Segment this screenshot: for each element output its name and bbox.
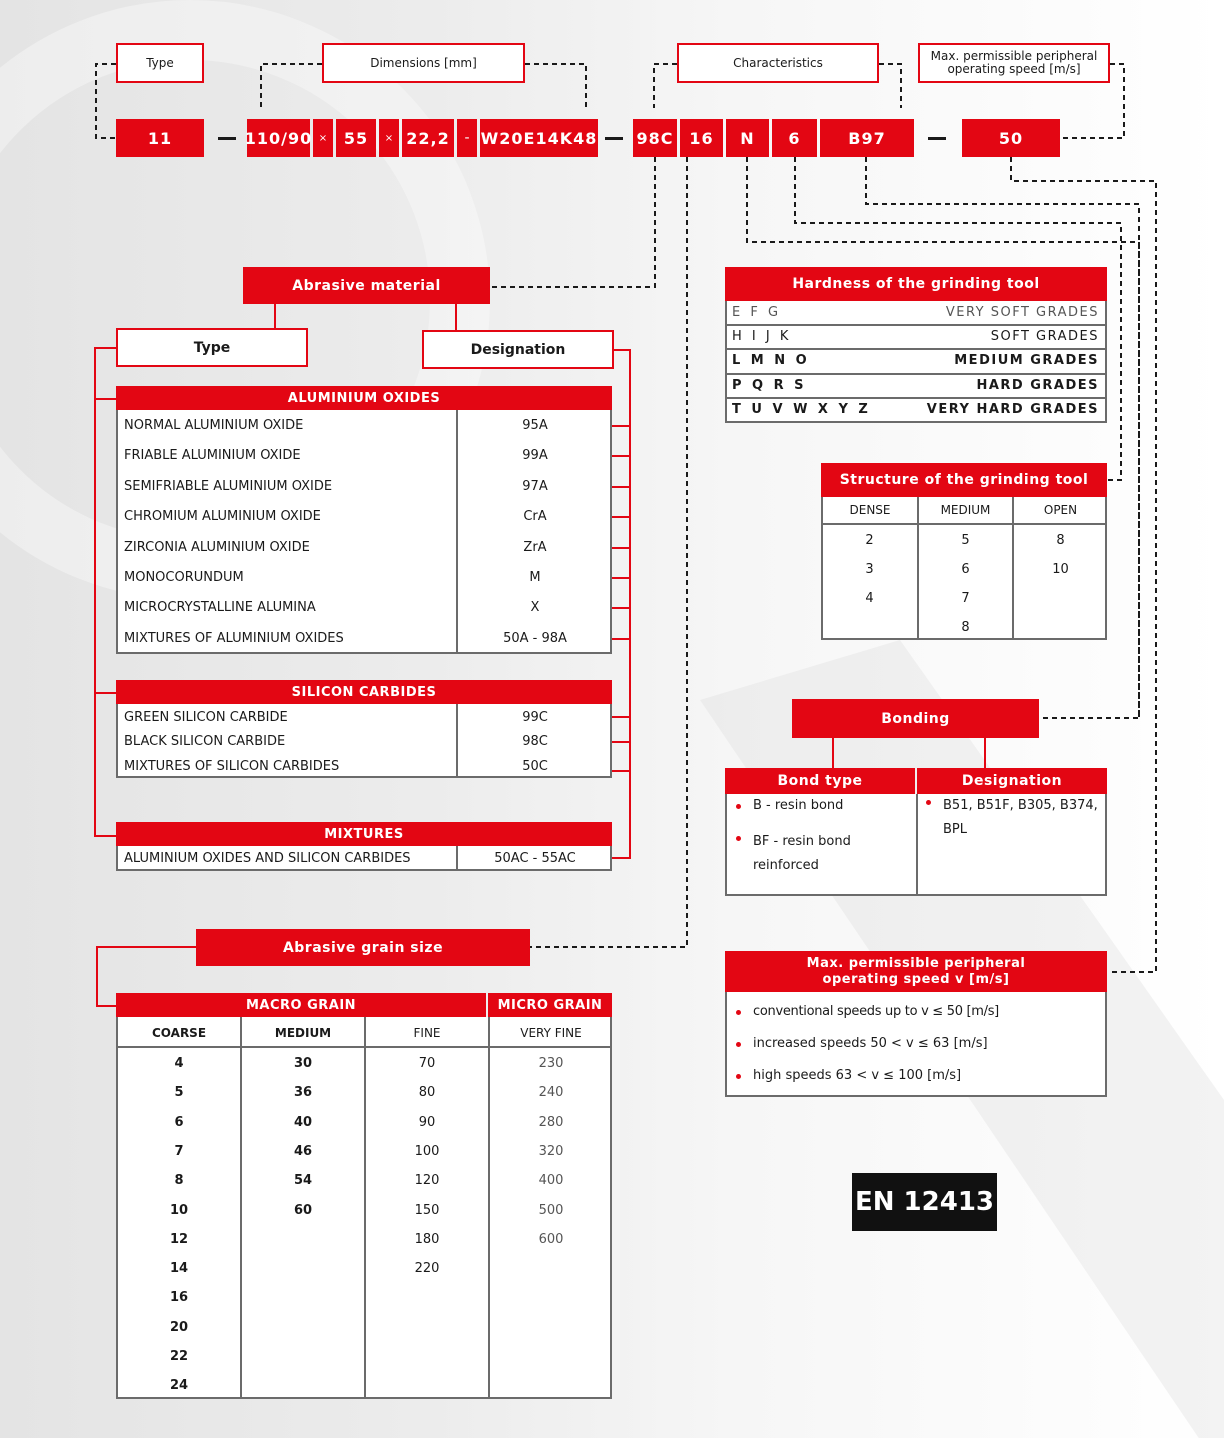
abrasive-type-cell: BLACK SILICON CARBIDE — [124, 734, 286, 750]
grain-value: 22 — [169, 1349, 189, 1364]
grain-header-coarse: COARSE — [151, 1026, 207, 1040]
speed-title: Max. permissible peripheral operating speed v [m/s] — [725, 951, 1107, 992]
grain-value: 14 — [169, 1261, 189, 1277]
designation-bracket-tick — [612, 425, 631, 427]
abrasive-designation-cell: CrA — [523, 509, 547, 525]
structure-value: 10 — [1052, 562, 1069, 577]
abrasive-type-cell: GREEN SILICON CARBIDE — [124, 710, 288, 725]
column-divider — [456, 410, 458, 652]
designation-bracket-tick — [612, 547, 631, 549]
code-spec: W20E14K48 — [480, 119, 598, 157]
grain-value: 240 — [538, 1085, 564, 1101]
hardness-grade: MEDIUM GRADES — [954, 353, 1099, 369]
abrasive-type-cell: ZIRCONIA ALUMINIUM OXIDE — [124, 539, 310, 555]
code-hyphen: - — [457, 119, 477, 157]
silicon-carbides-table — [116, 704, 612, 778]
grain-value: 70 — [418, 1056, 436, 1071]
grain-value: 20 — [169, 1319, 189, 1335]
grain-value: 5 — [174, 1085, 184, 1101]
speed-item: increased speeds 50 < v ≤ 63 [m/s] — [753, 1036, 988, 1051]
bond-type-item: B - resin bond — [753, 798, 844, 813]
speed-item: high speeds 63 < v ≤ 100 [m/s] — [753, 1068, 962, 1083]
structure-value: 8 — [1056, 533, 1065, 548]
grain-value: 7 — [174, 1143, 184, 1159]
code-dash-2 — [605, 137, 623, 140]
hardness-grade: VERY SOFT GRADES — [945, 305, 1099, 320]
code-dim-1: 110/90 — [247, 119, 310, 157]
row-divider — [727, 397, 1105, 399]
header-divider — [823, 523, 1105, 525]
bond-designation-value: B51, B51F, B305, B374, BPL — [943, 794, 1103, 842]
abrasive-type-cell: MONOCORUNDUM — [124, 570, 244, 585]
grain-value: 12 — [169, 1231, 189, 1247]
designation-bracket-tick — [614, 349, 631, 351]
code-hardness: N — [726, 119, 769, 157]
designation-bracket-tick — [612, 857, 631, 859]
abrasive-designation-cell: 50A - 98A — [503, 630, 567, 646]
grain-value: 180 — [414, 1231, 440, 1247]
bonding-title: Bonding — [792, 699, 1039, 738]
designation-bracket-tick — [612, 716, 631, 718]
grain-value: 40 — [293, 1114, 313, 1130]
structure-value: 8 — [961, 620, 970, 635]
abrasive-designation-cell: M — [529, 570, 541, 585]
abrasive-designation-cell: 99C — [522, 710, 548, 725]
abrasive-designation-header: Designation — [422, 330, 614, 369]
grain-value: 8 — [174, 1173, 184, 1189]
grain-header-medium: MEDIUM — [274, 1026, 332, 1040]
code-type: 11 — [116, 119, 204, 157]
column-divider — [916, 794, 918, 894]
grain-value: 24 — [169, 1378, 189, 1394]
designation-bracket-tick — [612, 455, 631, 457]
grain-value: 220 — [414, 1261, 440, 1277]
structure-value: 5 — [961, 533, 970, 548]
abrasive-designation-cell: 99A — [522, 448, 548, 464]
grain-value: 120 — [414, 1173, 440, 1189]
hardness-letters: H I J K — [732, 329, 792, 345]
abrasive-material-title: Abrasive material — [243, 267, 490, 304]
header-divider — [118, 1046, 610, 1048]
code-dim-3: 22,2 — [402, 119, 454, 157]
abrasive-connector-right — [455, 304, 457, 330]
abrasive-connector-left — [274, 304, 276, 328]
type-label: Type — [116, 43, 204, 83]
row-divider — [727, 348, 1105, 350]
code-dim-2: 55 — [336, 119, 376, 157]
code-dash-3 — [928, 137, 946, 140]
bonding-connector-left — [832, 738, 834, 768]
grain-value: 500 — [538, 1202, 564, 1218]
row-divider — [727, 373, 1105, 375]
grain-connector-tick — [96, 1005, 116, 1007]
abrasive-type-cell: FRIABLE ALUMINIUM OXIDE — [124, 448, 301, 464]
designation-bracket-tick — [612, 486, 631, 488]
structure-value: 6 — [961, 562, 970, 577]
code-structure: 6 — [772, 119, 817, 157]
code-abrasive: 98C — [633, 119, 677, 157]
abrasive-type-cell: NORMAL ALUMINIUM OXIDE — [124, 418, 304, 433]
structure-table — [821, 497, 1107, 640]
grain-value: 280 — [538, 1114, 564, 1130]
structure-header-open: OPEN — [1043, 503, 1078, 517]
row-divider — [727, 324, 1105, 326]
bonding-table — [725, 794, 1107, 896]
code-grain: 16 — [680, 119, 723, 157]
designation-bracket-tick — [612, 516, 631, 518]
grain-size-title: Abrasive grain size — [196, 929, 530, 966]
grain-value: 100 — [414, 1143, 440, 1159]
hardness-letters: E F G — [732, 305, 782, 320]
hardness-letters: T U V W X Y Z — [732, 401, 871, 417]
grain-value: 54 — [293, 1173, 313, 1189]
grain-value: 36 — [293, 1085, 313, 1101]
aluminium-oxides-header: ALUMINIUM OXIDES — [116, 386, 612, 410]
grain-value: 90 — [418, 1114, 436, 1130]
designation-bracket-tick — [612, 607, 631, 609]
grain-connector-vertical — [96, 946, 98, 1006]
macro-grain-header: MACRO GRAIN — [116, 993, 486, 1017]
characteristics-label: Characteristics — [677, 43, 879, 83]
hardness-grade: SOFT GRADES — [990, 329, 1099, 345]
abrasive-type-cell: SEMIFRIABLE ALUMINIUM OXIDE — [124, 478, 333, 494]
grain-header-fine: FINE — [413, 1026, 441, 1040]
structure-header-medium: MEDIUM — [940, 503, 991, 517]
abrasive-designation-cell: 95A — [522, 418, 548, 433]
abrasive-type-cell: MIXTURES OF SILICON CARBIDES — [124, 758, 340, 774]
bond-designation-header: Designation — [917, 768, 1107, 794]
code-times-1: × — [313, 119, 333, 157]
abrasive-designation-cell: 50C — [522, 758, 548, 774]
designation-bracket-tick — [612, 741, 631, 743]
grain-connector — [96, 946, 196, 948]
structure-header-dense: DENSE — [849, 503, 891, 517]
max-speed-label: Max. permissible peripheral operating speed [m/s] — [918, 43, 1110, 83]
hardness-letters: P Q R S — [732, 377, 807, 393]
hardness-title: Hardness of the grinding tool — [725, 267, 1107, 301]
grain-value: 150 — [414, 1202, 440, 1218]
grain-value: 46 — [293, 1143, 313, 1159]
micro-grain-header: MICRO GRAIN — [488, 993, 612, 1017]
bond-type-item: BF - resin bond reinforced — [753, 830, 903, 878]
grain-value: 600 — [538, 1231, 564, 1247]
mixtures-table — [116, 846, 612, 871]
designation-bracket-tick — [612, 770, 631, 772]
code-bond: B97 — [820, 119, 914, 157]
abrasive-designation-cell: ZrA — [523, 539, 547, 555]
structure-value: 2 — [865, 533, 874, 548]
abrasive-designation-cell: 98C — [522, 734, 548, 750]
designation-bracket-tick — [612, 638, 631, 640]
grain-value: 60 — [293, 1202, 313, 1218]
grain-value: 320 — [538, 1143, 564, 1159]
grain-size-table — [116, 1017, 612, 1399]
hardness-table — [725, 301, 1107, 423]
code-speed: 50 — [962, 119, 1060, 157]
structure-value: 4 — [865, 591, 874, 606]
type-bracket-tick — [94, 347, 116, 349]
bonding-connector-right — [984, 738, 986, 768]
grain-header-very-fine: VERY FINE — [520, 1026, 582, 1040]
structure-title: Structure of the grinding tool — [821, 463, 1107, 497]
structure-value: 7 — [961, 591, 970, 606]
abrasive-type-cell: MICROCRYSTALLINE ALUMINA — [124, 600, 316, 616]
grain-value: 80 — [418, 1085, 436, 1101]
abrasive-type-cell: CHROMIUM ALUMINIUM OXIDE — [124, 509, 321, 525]
type-bracket-tick — [94, 692, 116, 694]
dimensions-label: Dimensions [mm] — [322, 43, 525, 83]
abrasive-designation-cell: X — [530, 600, 540, 616]
hardness-letters: L M N O — [732, 353, 810, 369]
grain-value: 30 — [293, 1056, 313, 1071]
speed-item: conventional speeds up to v ≤ 50 [m/s] — [753, 1004, 999, 1019]
type-bracket-tick — [94, 398, 116, 400]
silicon-carbides-header: SILICON CARBIDES — [116, 680, 612, 704]
type-bracket-tick — [94, 835, 116, 837]
grain-value: 16 — [169, 1290, 189, 1306]
code-times-2: × — [379, 119, 399, 157]
hardness-grade: VERY HARD GRADES — [926, 401, 1099, 417]
hardness-grade: HARD GRADES — [976, 377, 1099, 393]
mixtures-header: MIXTURES — [116, 822, 612, 846]
grain-value: 230 — [538, 1056, 564, 1071]
aluminium-oxides-table — [116, 410, 612, 654]
abrasive-type-cell: MIXTURES OF ALUMINIUM OXIDES — [124, 630, 344, 646]
code-dash-1 — [218, 137, 236, 140]
grain-value: 4 — [174, 1056, 184, 1071]
abrasive-type-header: Type — [116, 328, 308, 367]
speed-table — [725, 992, 1107, 1097]
abrasive-type-cell: ALUMINIUM OXIDES AND SILICON CARBIDES — [124, 851, 411, 866]
grain-value: 10 — [169, 1202, 189, 1218]
standard-badge: EN 12413 — [852, 1173, 997, 1231]
abrasive-designation-cell: 50AC - 55AC — [494, 851, 576, 866]
bond-type-header: Bond type — [725, 768, 915, 794]
type-bracket — [94, 347, 96, 837]
designation-bracket-tick — [612, 577, 631, 579]
grain-value: 400 — [538, 1173, 564, 1189]
abrasive-designation-cell: 97A — [522, 478, 548, 494]
grain-value: 6 — [174, 1114, 184, 1130]
structure-value: 3 — [865, 562, 874, 577]
